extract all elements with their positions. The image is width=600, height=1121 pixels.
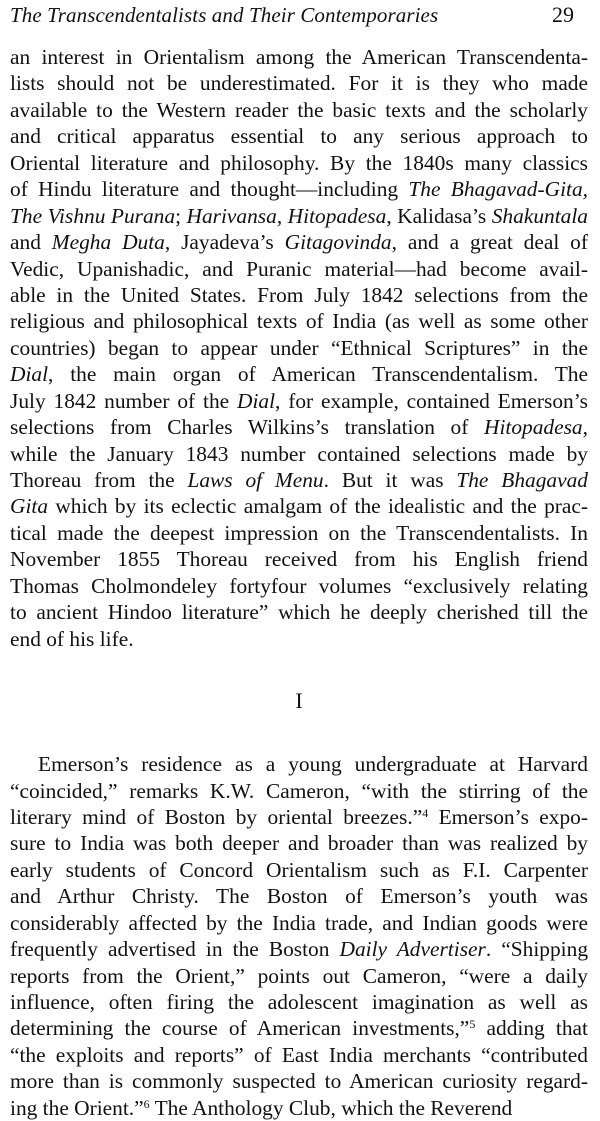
text-line <box>10 44 588 70</box>
text-line <box>10 626 588 652</box>
footnote-ref: 4 <box>422 805 429 820</box>
text-run: The Bhagavad-Gita, <box>408 177 588 202</box>
text-run: and Arthur Christy. The Boston of Emerson’s youth was <box>10 884 588 909</box>
text-run: to ancient Hindoo literature” which he deeply cherished till the <box>10 600 588 625</box>
text-run: an interest in Orientalism among the American Transcendenta- <box>10 45 588 69</box>
text-run: . “Shipping <box>485 937 588 962</box>
text-run: which by its eclectic amalgam of the idealistic and the prac- <box>48 494 588 519</box>
text-run: countries) began to appear under “Ethnical Scriptures” in the <box>10 335 588 360</box>
text-run: reports from the Orient,” points out Cameron, “were a daily <box>10 963 588 988</box>
text-line <box>10 778 588 804</box>
text-run: Dial <box>10 362 49 387</box>
text-run: end of his life. <box>10 626 134 651</box>
text-run: November 1855 Thoreau received from his English friend <box>10 547 588 572</box>
text-run: Hitopadesa <box>287 203 387 228</box>
text-line <box>10 176 588 202</box>
text-line <box>10 335 588 361</box>
text-run: Shakuntala <box>491 203 588 228</box>
text-run: Emerson’s residence as a young undergraduate at Harvard <box>38 752 588 777</box>
text-run: , <box>582 415 588 440</box>
text-run: The Vishnu Purana <box>10 203 176 228</box>
text-line <box>10 229 588 255</box>
text-run: Gita <box>10 494 49 519</box>
text-line <box>10 857 588 883</box>
text-run: Dial <box>237 388 276 413</box>
text-run: lists should not be underestimated. For it is they who made <box>10 71 588 96</box>
text-line <box>10 203 588 229</box>
text-run: adding that <box>475 1016 588 1041</box>
text-line <box>10 883 588 909</box>
text-run: July 1842 number of the <box>10 388 237 413</box>
text-run: “the exploits and reports” of East India merchants “contributed <box>10 1042 588 1067</box>
footnote-ref: 6 <box>143 1096 150 1111</box>
text-line <box>10 520 588 546</box>
text-run: tical made the deepest impression on the Transcendentalists. In <box>10 520 588 545</box>
text-run: Thomas Cholmondeley fortyfour volumes “exclusively relating <box>10 573 588 598</box>
text-run: Laws of Menu <box>187 468 324 492</box>
text-run: Emerson’s expo- <box>428 804 588 829</box>
text-run: Megha Duta <box>51 230 165 255</box>
text-run: ; <box>175 203 187 228</box>
text-line <box>10 493 588 519</box>
text-run: , Jayadeva’s <box>164 230 285 255</box>
text-run: considerably affected by the India trade, and Indian goods were <box>10 910 588 935</box>
paragraph-1 <box>10 44 588 652</box>
text-line <box>10 751 588 777</box>
text-line <box>10 573 588 599</box>
footnote-ref: 5 <box>469 1017 476 1032</box>
text-line <box>10 361 588 387</box>
text-run: , and a great deal of <box>391 230 588 255</box>
text-run: more than is commonly suspected to American curiosity regard- <box>10 1069 588 1094</box>
text-run: Hitopadesa <box>484 415 583 440</box>
section-heading: I <box>295 688 303 714</box>
text-run: Oriental literature and philosophy. By the 1840s many classics <box>10 150 588 175</box>
running-head <box>10 0 588 44</box>
text-line <box>10 1068 588 1094</box>
text-run: ing the Orient.” <box>10 1095 144 1120</box>
text-line <box>10 97 588 123</box>
page-number: 29 <box>552 2 574 27</box>
text-run: Harivansa <box>186 203 277 228</box>
text-run: literary mind of Boston by oriental breezes.” <box>10 804 423 829</box>
text-line <box>10 308 588 334</box>
paragraph-2 <box>10 751 588 1121</box>
text-line <box>10 256 588 282</box>
text-run: , the main organ of American Transcendentalism. The <box>48 362 588 387</box>
text-run: “coincided,” remarks K.W. Cameron, “with the stirring of the <box>10 778 588 803</box>
text-run: Thoreau from the <box>10 468 188 492</box>
text-line <box>10 388 588 414</box>
text-run: , <box>276 203 288 228</box>
text-run: of Hindu literature and thought—including <box>10 177 409 202</box>
text-run: able in the United States. From July 1842 selections from the <box>10 282 588 307</box>
text-run: religious and philosophical texts of India (as well as some other <box>10 309 588 334</box>
text-line <box>10 936 588 962</box>
text-run: sure to India was both deeper and broader than was realized by <box>10 831 588 856</box>
text-line <box>10 963 588 989</box>
text-line <box>10 599 588 625</box>
text-line <box>10 150 588 176</box>
text-run: determining the course of American investments,” <box>10 1016 470 1041</box>
text-line <box>10 1015 588 1041</box>
text-line <box>10 282 588 308</box>
text-run: , for example, contained Emerson’s <box>275 388 588 413</box>
text-run: The Anthology Club, which the Reverend <box>149 1095 513 1120</box>
text-line <box>10 546 588 572</box>
running-title: The Transcendentalists and Their Contemporaries <box>10 3 439 27</box>
text-line <box>10 1042 588 1068</box>
text-line <box>10 70 588 96</box>
text-run: early students of Concord Orientalism such as F.I. Carpenter <box>10 857 588 882</box>
text-run: selections from Charles Wilkins’s translation of <box>10 415 484 440</box>
text-run: Gitagovinda <box>284 230 392 255</box>
text-line <box>10 989 588 1015</box>
text-line <box>10 830 588 856</box>
text-line <box>10 467 588 493</box>
text-line <box>10 123 588 149</box>
text-run: and <box>10 230 52 255</box>
text-run: Daily Advertiser <box>339 937 486 962</box>
text-line <box>10 1095 588 1121</box>
text-run: while the January 1843 number contained selections made by <box>10 441 588 466</box>
text-line <box>10 804 588 830</box>
text-run: available to the Western reader the basic texts and the scholarly <box>10 97 588 122</box>
text-line <box>10 441 588 467</box>
text-run: The Bhagavad <box>456 468 588 492</box>
text-run: influence, often firing the adolescent imagination as well as <box>10 990 588 1014</box>
text-run: frequently advertised in the Boston <box>10 937 340 962</box>
text-run: , Kalidasa’s <box>386 203 492 228</box>
text-run: . But it was <box>323 468 457 492</box>
text-line <box>10 910 588 936</box>
text-run: and critical apparatus essential to any serious approach to <box>10 124 588 149</box>
text-line <box>10 414 588 440</box>
text-run: Vedic, Upanishadic, and Puranic material—had become avail- <box>10 256 588 281</box>
